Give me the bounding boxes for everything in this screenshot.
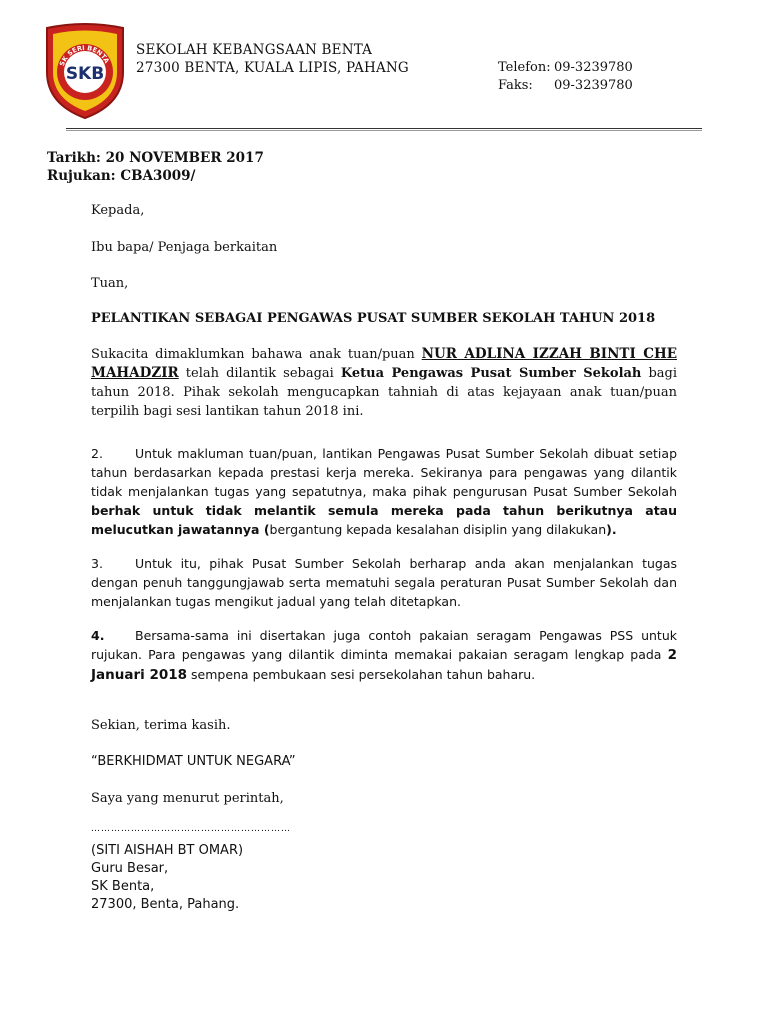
svg-text:SK SERI BENTA: SK SERI BENTA (57, 43, 111, 68)
recipient-to: Kepada, (91, 203, 145, 218)
para4-text-b: sempena pembukaan sesi persekolahan tahun baharu. (187, 667, 536, 682)
header-divider-secondary (66, 130, 702, 131)
motto: “BERKHIDMAT UNTUK NEGARA” (91, 754, 296, 769)
school-name: SEKOLAH KEBANGSAAN BENTA (136, 42, 373, 58)
signatory-address: 27300, Benta, Pahang. (91, 897, 240, 912)
appointed-role: Ketua Pengawas Pusat Sumber Sekolah (340, 366, 642, 381)
para3-number: 3. (91, 556, 103, 571)
paragraph-2 (91, 444, 677, 539)
para1-text-c: bagi tahun 2018. Pihak sekolah mengucapkan tahniah di atas kejayaan anak tuan/puan terpilih bagi sesi lantikan tahun 2018 ini. (91, 366, 678, 419)
paragraph-1 (91, 345, 677, 421)
signatory-title: Guru Besar, (91, 861, 169, 876)
para1-text-a: Sukacita dimaklumkan bahawa anak tuan/puan (91, 347, 422, 362)
signatory-school: SK Benta, (91, 879, 155, 894)
para3-text: Untuk itu, pihak Pusat Sumber Sekolah berharap anda akan menjalankan tugas dengan penuh tanggungjawab serta mematuhi segala peraturan Pusat Sumber Sekolah dan menjalankan tugas mengikut jadual yang telah ditetapkan. (91, 556, 677, 609)
fax-label: Faks: (498, 78, 533, 93)
para2-text-a: Untuk makluman tuan/puan, lantikan Pengawas Pusat Sumber Sekolah dibuat setiap tahun berdasarkan kepada prestasi kerja mereka. Sekiranya para pengawas yang dilantik tidak menjalankan tugas yang sepatutnya, maka pihak pengurusan Pusat Sumber Sekolah (91, 446, 677, 499)
opening-date: 2 Januari 2018 (91, 647, 677, 683)
salutation: Tuan, (91, 276, 129, 291)
paragraph-3 (91, 554, 677, 611)
para2-number: 2. (91, 446, 103, 461)
signatory-name: (SITI AISHAH BT OMAR) (91, 843, 244, 858)
para4-text-a: Bersama-sama ini disertakan juga contoh pakaian seragam Pengawas PSS untuk rujukan. Para pengawas yang dilantik diminta memakai pakaian seragam lengkap pada (91, 628, 677, 662)
phone-value: 09-3239780 (554, 60, 633, 75)
school-crest-icon (43, 22, 127, 120)
fax-value: 09-3239780 (554, 78, 633, 93)
phone-row (498, 59, 633, 77)
para1-text-b: telah dilantik sebagai (178, 366, 341, 381)
para2-text-b: bergantung kepada kesalahan disiplin yang dilakukan (269, 522, 607, 537)
svg-text:SKB: SKB (65, 64, 105, 84)
letter-date: Tarikh: 20 NOVEMBER 2017 (47, 150, 264, 166)
student-name: NUR ADLINA IZZAH BINTI CHE MAHADZIR (91, 346, 677, 381)
paragraph-4 (91, 626, 677, 685)
fax-row (498, 77, 633, 95)
signature-line: …………………………………………………… (91, 824, 291, 834)
closing-order: Saya yang menurut perintah, (91, 791, 284, 806)
closing-thanks: Sekian, terima kasih. (91, 718, 231, 733)
letter-subject: PELANTIKAN SEBAGAI PENGAWAS PUSAT SUMBER SEKOLAH TAHUN 2018 (91, 311, 656, 326)
header-divider (66, 128, 702, 129)
phone-label: Telefon: (498, 60, 551, 75)
para2-bold-warning: berhak untuk tidak melantik semula mereka pada tahun berikutnya atau melucutkan jawatannya ( (91, 503, 677, 537)
letter-refs (47, 149, 264, 185)
school-address: 27300 BENTA, KUALA LIPIS, PAHANG (136, 60, 409, 76)
letter-reference: Rujukan: CBA3009/ (47, 168, 196, 184)
contact-info (498, 59, 633, 95)
recipient-addressee: Ibu bapa/ Penjaga berkaitan (91, 240, 278, 255)
para2-bold-close: ). (606, 522, 617, 537)
signature-block (91, 842, 677, 914)
school-logo (43, 22, 127, 120)
para4-number: 4. (91, 628, 105, 643)
